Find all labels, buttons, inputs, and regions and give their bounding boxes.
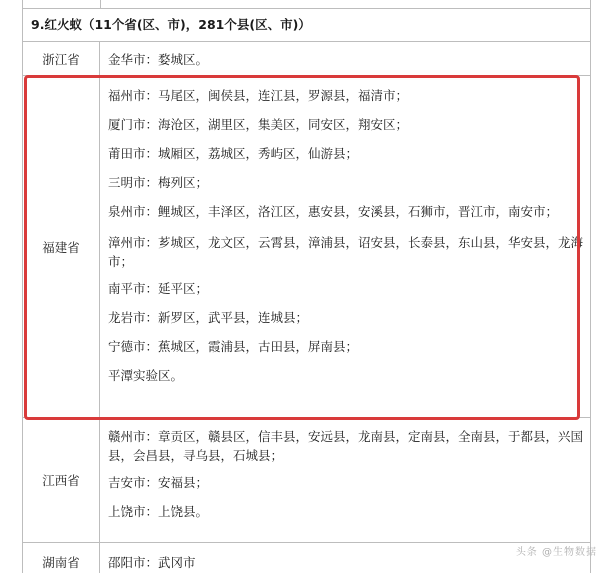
province-cell: 福建省 <box>23 76 100 417</box>
section-title: 9.红火蚁（11个省(区、市)，281个县(区、市)） <box>23 9 590 42</box>
county-line: 吉安市：安福县； <box>108 475 209 490</box>
county-line: 金华市：婺城区。 <box>108 51 209 67</box>
county-list <box>100 76 590 417</box>
table-row-fujian <box>23 76 590 418</box>
county-line: 福州市：马尾区，闽侯县，连江县，罗源县，福清市； <box>108 88 409 103</box>
county-line: 平潭实验区。 <box>108 368 184 383</box>
county-line: 上饶市：上饶县。 <box>108 504 209 519</box>
province-cell: 江西省 <box>23 418 100 542</box>
previous-row-stub <box>23 0 590 9</box>
county-line: 莆田市：城厢区，荔城区，秀屿区，仙游县； <box>108 146 359 161</box>
county-line: 泉州市：鲤城区，丰泽区，洛江区，惠安县，安溪县，石狮市，晋江市，南安市； <box>108 204 559 219</box>
county-line: 漳州市：芗城区，龙文区，云霄县，漳浦县，诏安县，长泰县，东山县，华安县，龙海市； <box>108 235 584 269</box>
county-line: 邵阳市：武冈市 <box>108 555 196 570</box>
county-line: 三明市：梅列区； <box>108 175 209 190</box>
county-line: 厦门市：海沧区，湖里区，集美区，同安区，翔安区； <box>108 117 409 132</box>
county-line: 南平市：延平区； <box>108 281 209 296</box>
province-cell: 湖南省 <box>23 543 100 573</box>
table-row-hunan <box>23 543 590 573</box>
table-row-jiangxi <box>23 418 590 543</box>
county-line: 龙岩市：新罗区，武平县，连城县； <box>108 310 309 325</box>
county-line: 赣州市：章贡区，赣县区，信丰县，安远县，龙南县，定南县，全南县，于都县，兴国县，会昌县，寻乌县，石城县； <box>108 429 584 463</box>
county-list <box>100 42 590 75</box>
province-cell: 浙江省 <box>23 42 100 75</box>
county-line: 宁德市：蕉城区，霞浦县，古田县，屏南县； <box>108 339 359 354</box>
watermark: 头条 @生物数据 <box>515 547 597 558</box>
table-row-zhejiang <box>23 42 590 76</box>
county-list <box>100 418 590 542</box>
pest-distribution-table <box>22 0 591 573</box>
